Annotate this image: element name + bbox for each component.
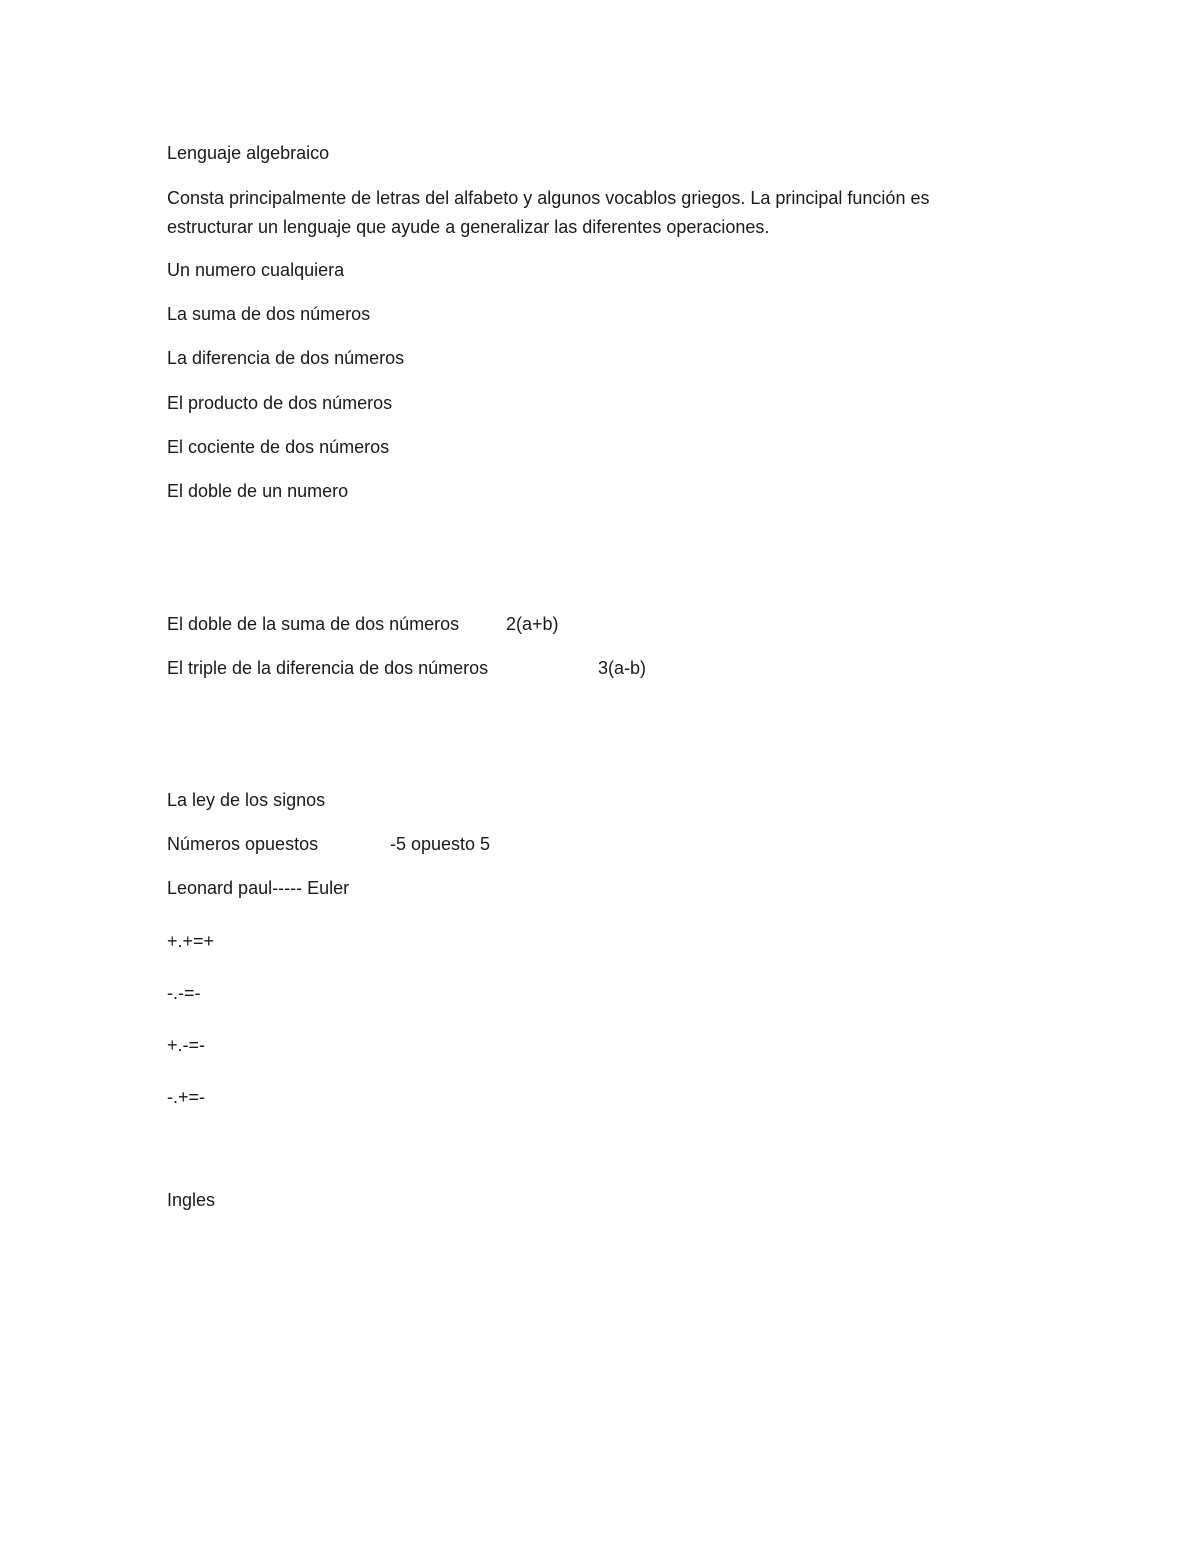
- example-text: El doble de la suma de dos números: [167, 614, 460, 634]
- signs-heading: La ley de los signos: [167, 790, 326, 810]
- example-expression: 3(a-b): [598, 658, 647, 678]
- sign-rule: -.-=-: [167, 983, 201, 1003]
- opposites-example: -5 opuesto 5: [390, 834, 491, 854]
- document-title: Lenguaje algebraico: [167, 143, 330, 163]
- phrase-item: El doble de un numero: [167, 481, 349, 501]
- example-expression: 2(a+b): [506, 614, 559, 634]
- intro-paragraph: [167, 184, 1047, 242]
- euler-line: Leonard paul----- Euler: [167, 878, 350, 898]
- intro-line-1: Consta principalmente de letras del alfabeto y algunos vocablos griegos. La principal función es: [167, 188, 930, 208]
- sign-rule: +.-=-: [167, 1035, 206, 1055]
- phrase-item: El producto de dos números: [167, 393, 393, 413]
- intro-line-2: estructurar un lenguaje que ayude a generalizar las diferentes operaciones.: [167, 217, 770, 237]
- example-text: El triple de la diferencia de dos números: [167, 658, 489, 678]
- sign-rule: -.+=-: [167, 1087, 206, 1107]
- phrase-item: El cociente de dos números: [167, 437, 390, 457]
- footer-word: Ingles: [167, 1190, 216, 1210]
- opposites-label: Números opuestos: [167, 834, 319, 854]
- sign-rule: +.+=+: [167, 931, 215, 951]
- phrase-item: Un numero cualquiera: [167, 260, 345, 280]
- phrase-item: La diferencia de dos números: [167, 348, 405, 368]
- phrase-item: La suma de dos números: [167, 304, 371, 324]
